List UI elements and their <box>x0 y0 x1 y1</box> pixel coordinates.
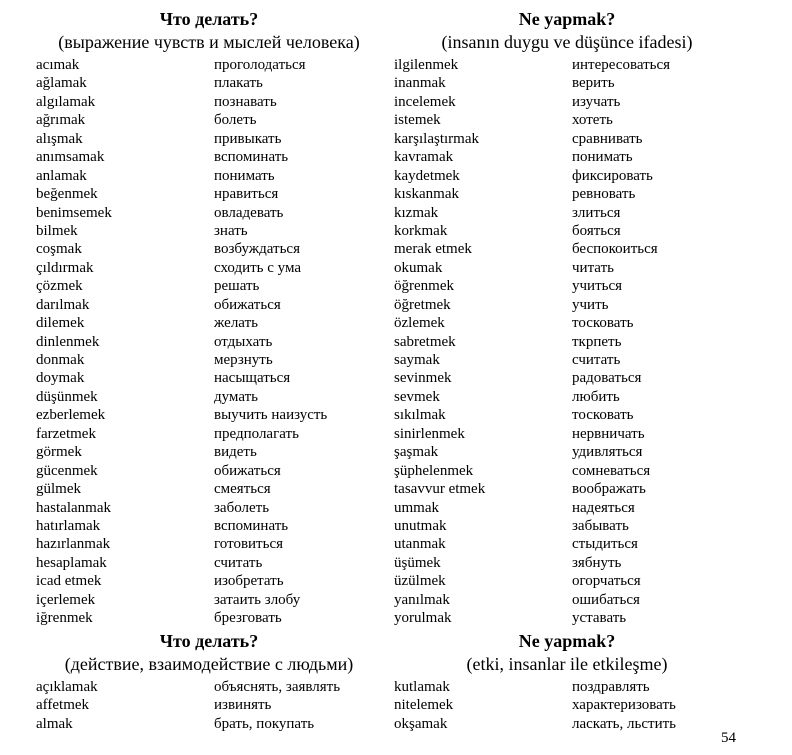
vocab-row <box>394 609 740 627</box>
russian-translation: ласкать, льстить <box>572 715 676 732</box>
turkish-word: hatırlamak <box>36 517 101 534</box>
turkish-word: merak etmek <box>394 241 472 258</box>
vocab-row <box>36 499 382 517</box>
turkish-word: üzülmek <box>394 573 446 590</box>
turkish-word: algılamak <box>36 93 96 110</box>
russian-translation: сомневаться <box>572 462 651 479</box>
russian-translation: поздравлять <box>572 679 650 695</box>
turkish-word: incelemek <box>394 93 456 110</box>
russian-translation: бояться <box>572 222 621 239</box>
turkish-word: ezberlemek <box>36 407 106 424</box>
vocab-row <box>394 572 740 590</box>
vocabulary-list <box>394 678 740 733</box>
vocab-row <box>394 678 740 696</box>
vocab-row <box>36 406 382 424</box>
turkish-word: kutlamak <box>394 679 450 695</box>
russian-translation: ткрпеть <box>572 333 622 350</box>
vocab-row <box>36 111 382 129</box>
russian-translation: считать <box>214 554 263 571</box>
vocab-row <box>394 443 740 461</box>
turkish-word: ummak <box>394 499 439 516</box>
vocab-row <box>394 296 740 314</box>
vocab-row <box>36 696 382 714</box>
turkish-word: çıldırmak <box>36 259 94 276</box>
turkish-word: kızmak <box>394 204 439 221</box>
russian-translation: тосковать <box>572 407 634 424</box>
russian-translation: выучить наизусть <box>214 407 328 424</box>
russian-translation: решать <box>214 278 260 295</box>
vocab-row <box>36 462 382 480</box>
section-subtitle: (выражение чувств и мыслей человека) <box>58 32 360 52</box>
turkish-word: sinirlenmek <box>394 425 465 442</box>
vocab-row <box>394 314 740 332</box>
section-subtitle: (etki, insanlar ile etkileşme) <box>466 654 668 674</box>
section-title: Ne yapmak? <box>518 631 616 651</box>
russian-translation: видеть <box>214 444 257 461</box>
vocabulary-list <box>394 56 740 628</box>
turkish-word: ağlamak <box>36 75 87 92</box>
russian-translation: понимать <box>572 149 633 166</box>
russian-translation: изучать <box>572 93 621 110</box>
russian-translation: извинять <box>214 697 272 714</box>
turkish-word: içerlemek <box>36 591 96 608</box>
russian-translation: брезговать <box>214 610 282 627</box>
vocab-row <box>36 204 382 222</box>
vocab-row <box>36 277 382 295</box>
vocab-row <box>394 74 740 92</box>
turkish-word: dinlenmek <box>36 333 100 350</box>
vocab-row <box>394 406 740 424</box>
russian-translation: нервничать <box>572 425 645 442</box>
vocab-row <box>36 185 382 203</box>
russian-translation: фиксировать <box>572 167 653 184</box>
vocab-row <box>36 351 382 369</box>
russian-translation: готовиться <box>214 536 284 553</box>
turkish-word: doymak <box>36 370 85 387</box>
turkish-word: tasavvur etmek <box>394 481 486 498</box>
turkish-word: ilgilenmek <box>394 57 459 73</box>
turkish-word: yorulmak <box>394 610 452 627</box>
russian-translation: сравнивать <box>572 130 643 147</box>
vocab-row <box>36 240 382 258</box>
russian-translation: беспокоиться <box>572 241 658 258</box>
vocab-row <box>36 333 382 351</box>
turkish-word: icad etmek <box>36 573 102 590</box>
russian-translation: надеяться <box>572 499 635 516</box>
russian-translation: забывать <box>572 517 629 534</box>
vocab-row <box>36 369 382 387</box>
russian-translation: предполагать <box>214 425 299 442</box>
russian-translation: зябнуть <box>572 554 622 571</box>
vocab-row <box>394 204 740 222</box>
vocab-row <box>394 499 740 517</box>
russian-translation: проголодаться <box>214 57 306 73</box>
turkish-word: saymak <box>394 352 440 368</box>
turkish-word: sıkılmak <box>394 407 446 424</box>
turkish-word: utanmak <box>394 536 446 553</box>
russian-translation: болеть <box>214 112 257 129</box>
vocab-row <box>36 678 382 696</box>
vocab-row <box>36 388 382 406</box>
turkish-word: korkmak <box>394 222 448 239</box>
vocab-row <box>394 167 740 185</box>
vocab-row <box>36 572 382 590</box>
russian-translation: учиться <box>572 278 623 295</box>
russian-translation: овладевать <box>214 204 284 221</box>
vocab-row <box>394 535 740 553</box>
turkish-word: kaydetmek <box>394 167 460 184</box>
vocab-row <box>36 443 382 461</box>
russian-translation: учить <box>572 296 609 313</box>
russian-translation: привыкать <box>214 130 282 147</box>
turkish-word: acımak <box>36 57 80 73</box>
russian-translation: хотеть <box>572 112 613 129</box>
turkish-word: okumak <box>394 259 443 276</box>
russian-translation: характеризовать <box>572 697 676 714</box>
turkish-word: coşmak <box>36 241 82 258</box>
russian-translation: думать <box>214 388 258 405</box>
section-1-right-column <box>394 8 740 628</box>
vocab-row <box>394 388 740 406</box>
turkish-word: karşılaştırmak <box>394 130 479 147</box>
turkish-word: bilmek <box>36 222 78 239</box>
vocab-row <box>394 591 740 609</box>
russian-translation: интересоваться <box>572 57 671 73</box>
russian-translation: верить <box>572 75 615 92</box>
russian-translation: ошибаться <box>572 591 640 608</box>
russian-translation: злиться <box>572 204 621 221</box>
turkish-word: hastalanmak <box>36 499 111 516</box>
vocab-row <box>36 314 382 332</box>
vocab-row <box>36 715 382 733</box>
turkish-word: çözmek <box>36 278 83 295</box>
russian-translation: изобретать <box>214 573 284 590</box>
vocab-row <box>36 296 382 314</box>
turkish-word: anlamak <box>36 167 87 184</box>
page-number: 54 <box>721 730 736 746</box>
turkish-word: şaşmak <box>394 444 439 461</box>
turkish-word: hesaplamak <box>36 554 107 571</box>
vocab-row <box>36 535 382 553</box>
russian-translation: считать <box>572 352 621 368</box>
turkish-word: özlemek <box>394 315 445 332</box>
section-title: Что делать? <box>159 9 259 29</box>
turkish-word: kavramak <box>394 149 454 166</box>
turkish-word: düşünmek <box>36 388 98 405</box>
vocab-row <box>394 333 740 351</box>
russian-translation: возбуждаться <box>214 241 300 258</box>
turkish-word: öğretmek <box>394 296 451 313</box>
turkish-word: benimsemek <box>36 204 112 221</box>
vocab-row <box>36 480 382 498</box>
russian-translation: вспоминать <box>214 149 289 166</box>
vocab-row <box>36 56 382 74</box>
section-title: Ne yapmak? <box>518 9 616 29</box>
turkish-word: iğrenmek <box>36 610 93 627</box>
russian-translation: познавать <box>214 93 277 110</box>
section-header <box>394 630 740 676</box>
russian-translation: затаить злобу <box>214 591 301 608</box>
turkish-word: affetmek <box>36 697 90 714</box>
russian-translation: ревновать <box>572 186 636 203</box>
russian-translation: читать <box>572 259 614 276</box>
russian-translation: удивляться <box>572 444 643 461</box>
vocab-row <box>394 277 740 295</box>
turkish-word: öğrenmek <box>394 278 454 295</box>
vocab-row <box>394 222 740 240</box>
vocab-row <box>394 185 740 203</box>
vocab-row <box>394 148 740 166</box>
turkish-word: anımsamak <box>36 149 105 166</box>
turkish-word: unutmak <box>394 517 447 534</box>
vocab-row <box>36 609 382 627</box>
turkish-word: almak <box>36 715 73 732</box>
turkish-word: kıskanmak <box>394 186 459 203</box>
turkish-word: gülmek <box>36 481 81 498</box>
turkish-word: darılmak <box>36 296 90 313</box>
vocab-row <box>394 259 740 277</box>
russian-translation: радоваться <box>572 370 642 387</box>
russian-translation: мерзнуть <box>214 352 273 368</box>
turkish-word: gücenmek <box>36 462 98 479</box>
turkish-word: ağrımak <box>36 112 86 129</box>
russian-translation: тосковать <box>572 315 634 332</box>
section-header <box>36 8 382 54</box>
russian-translation: нравиться <box>214 186 279 203</box>
turkish-word: nitelemek <box>394 697 454 714</box>
vocab-row <box>394 517 740 535</box>
russian-translation: брать, покупать <box>214 715 315 732</box>
vocab-row <box>394 715 740 733</box>
vocab-row <box>36 74 382 92</box>
vocab-row <box>394 554 740 572</box>
vocab-row <box>394 369 740 387</box>
vocab-row <box>394 696 740 714</box>
russian-translation: воображать <box>572 481 646 498</box>
turkish-word: yanılmak <box>394 591 450 608</box>
vocab-row <box>394 351 740 369</box>
section-2-left-column <box>36 630 382 733</box>
vocab-row <box>36 222 382 240</box>
section-title: Что делать? <box>159 631 259 651</box>
turkish-word: donmak <box>36 352 85 368</box>
section-header <box>36 630 382 676</box>
turkish-word: sevinmek <box>394 370 452 387</box>
russian-translation: плакать <box>214 75 263 92</box>
vocab-row <box>36 591 382 609</box>
turkish-word: alışmak <box>36 130 83 147</box>
section-subtitle: (insanın duygu ve düşünce ifadesi) <box>441 32 693 52</box>
russian-translation: обижаться <box>214 296 281 313</box>
turkish-word: inanmak <box>394 75 446 92</box>
vocab-row <box>394 480 740 498</box>
russian-translation: стыдиться <box>572 536 638 553</box>
russian-translation: насыщаться <box>214 370 291 387</box>
turkish-word: sevmek <box>394 388 440 405</box>
russian-translation: смеяться <box>214 481 271 498</box>
section-subtitle: (действие, взаимодействие с людьми) <box>64 654 354 674</box>
vocab-row <box>394 111 740 129</box>
turkish-word: şüphelenmek <box>394 462 474 479</box>
section-2-right-column <box>394 630 740 733</box>
vocab-row <box>36 517 382 535</box>
russian-translation: обижаться <box>214 462 281 479</box>
turkish-word: dilemek <box>36 315 85 332</box>
russian-translation: сходить с ума <box>214 259 302 276</box>
russian-translation: любить <box>572 388 620 405</box>
vocab-row <box>36 167 382 185</box>
vocabulary-list <box>36 678 382 733</box>
turkish-word: görmek <box>36 444 82 461</box>
vocab-row <box>394 425 740 443</box>
russian-translation: отдыхать <box>214 333 273 350</box>
turkish-word: istemek <box>394 112 441 129</box>
vocab-row <box>36 554 382 572</box>
vocab-row <box>36 148 382 166</box>
vocab-row <box>394 462 740 480</box>
russian-translation: уставать <box>572 610 627 627</box>
vocab-row <box>36 425 382 443</box>
turkish-word: beğenmek <box>36 186 98 203</box>
turkish-word: hazırlanmak <box>36 536 111 553</box>
vocab-row <box>394 240 740 258</box>
vocab-row <box>36 130 382 148</box>
section-1-left-column <box>36 8 382 628</box>
turkish-word: açıklamak <box>36 679 98 695</box>
vocab-row <box>394 130 740 148</box>
turkish-word: okşamak <box>394 715 448 732</box>
turkish-word: üşümek <box>394 554 441 571</box>
vocabulary-list <box>36 56 382 628</box>
turkish-word: sabretmek <box>394 333 456 350</box>
section-header <box>394 8 740 54</box>
vocab-row <box>394 56 740 74</box>
russian-translation: огорчаться <box>572 573 641 590</box>
russian-translation: знать <box>214 222 248 239</box>
russian-translation: вспоминать <box>214 517 289 534</box>
vocab-row <box>36 93 382 111</box>
vocab-row <box>36 259 382 277</box>
russian-translation: понимать <box>214 167 275 184</box>
russian-translation: объяснять, заявлять <box>214 679 341 695</box>
turkish-word: farzetmek <box>36 425 96 442</box>
vocab-row <box>394 93 740 111</box>
russian-translation: желать <box>214 315 258 332</box>
russian-translation: заболеть <box>214 499 270 516</box>
